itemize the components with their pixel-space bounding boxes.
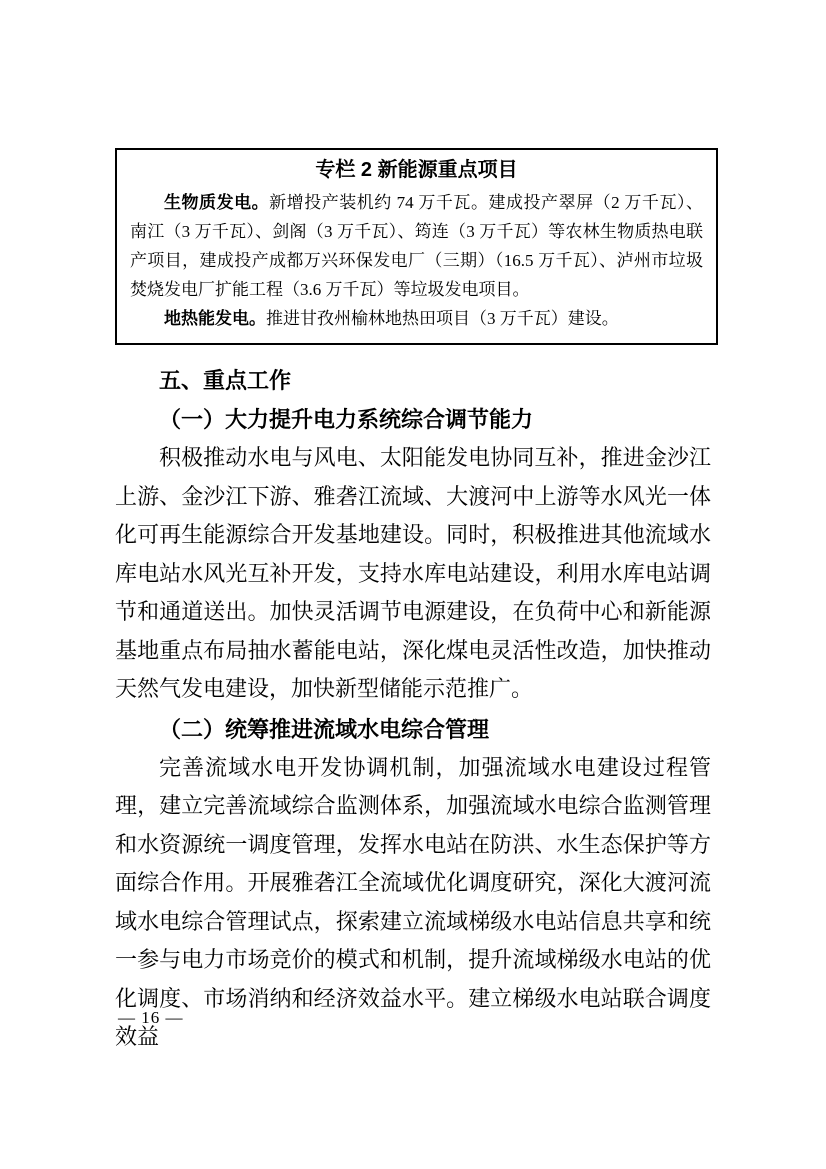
page-number: — 16 —	[118, 1008, 184, 1027]
section-heading: 五、重点工作	[159, 368, 292, 393]
box-paragraph-geothermal	[130, 304, 703, 333]
subsection-heading-1: （一）大力提升电力系统综合调节能力	[159, 407, 534, 432]
paragraph-lead: 生物质发电。	[164, 193, 270, 212]
paragraph-text: 推进甘孜州榆林地热田项目（3 万千瓦）建设。	[266, 309, 619, 328]
subsection-paragraph-1: 积极推动水电与风电、太阳能发电协同互补，推进金沙江上游、金沙江下游、雅砻江流域、大渡河中上游等水风光一体化可再生能源综合开发基地建设。同时，积极推进其他流域水库电站水风光互补开发，支持水库电站建设，利用水库电站调节和通道送出。加快灵活调节电源建设，在负荷中心和新能源基地重点布局抽水蓄能电站，深化煤电灵活性改造，加快推动天然气发电建设，加快新型储能示范推广。	[115, 445, 711, 701]
paragraph-text: 新增投产装机约 74 万千瓦。建成投产翠屏（2 万千瓦）、南江（3 万千瓦）、剑阁（3 万千瓦）、筠连（3 万千瓦）等农林生物质热电联产项目，建成投产成都万兴环保发电厂（三期）（16.5 万千瓦）、泸州市垃圾焚烧发电厂扩能工程（3.6 万千瓦）等垃圾发电项目。	[130, 193, 704, 299]
subsection-heading-2: （二）统筹推进流域水电综合管理	[159, 716, 490, 742]
paragraph-lead: 地热能发电。	[164, 309, 266, 328]
subsection-paragraph-2: 完善流域水电开发协调机制，加强流域水电建设过程管理，建立完善流域综合监测体系，加强流域水电综合监测管理和水资源统一调度管理，发挥水电站在防洪、水生态保护等方面综合作用。开展雅砻江全流域优化调度研究，深化大渡河流域水电综合管理试点，探索建立流域梯级水电站信息共享和统一参与电力市场竞价的模式和机制，提升流域梯级水电站的优化调度、市场消纳和经济效益水平。建立梯级水电站联合调度效益	[115, 754, 711, 1049]
box-paragraph-biomass	[130, 188, 703, 304]
highlight-box	[115, 148, 718, 345]
box-title: 专栏 2 新能源重点项目	[315, 159, 518, 181]
